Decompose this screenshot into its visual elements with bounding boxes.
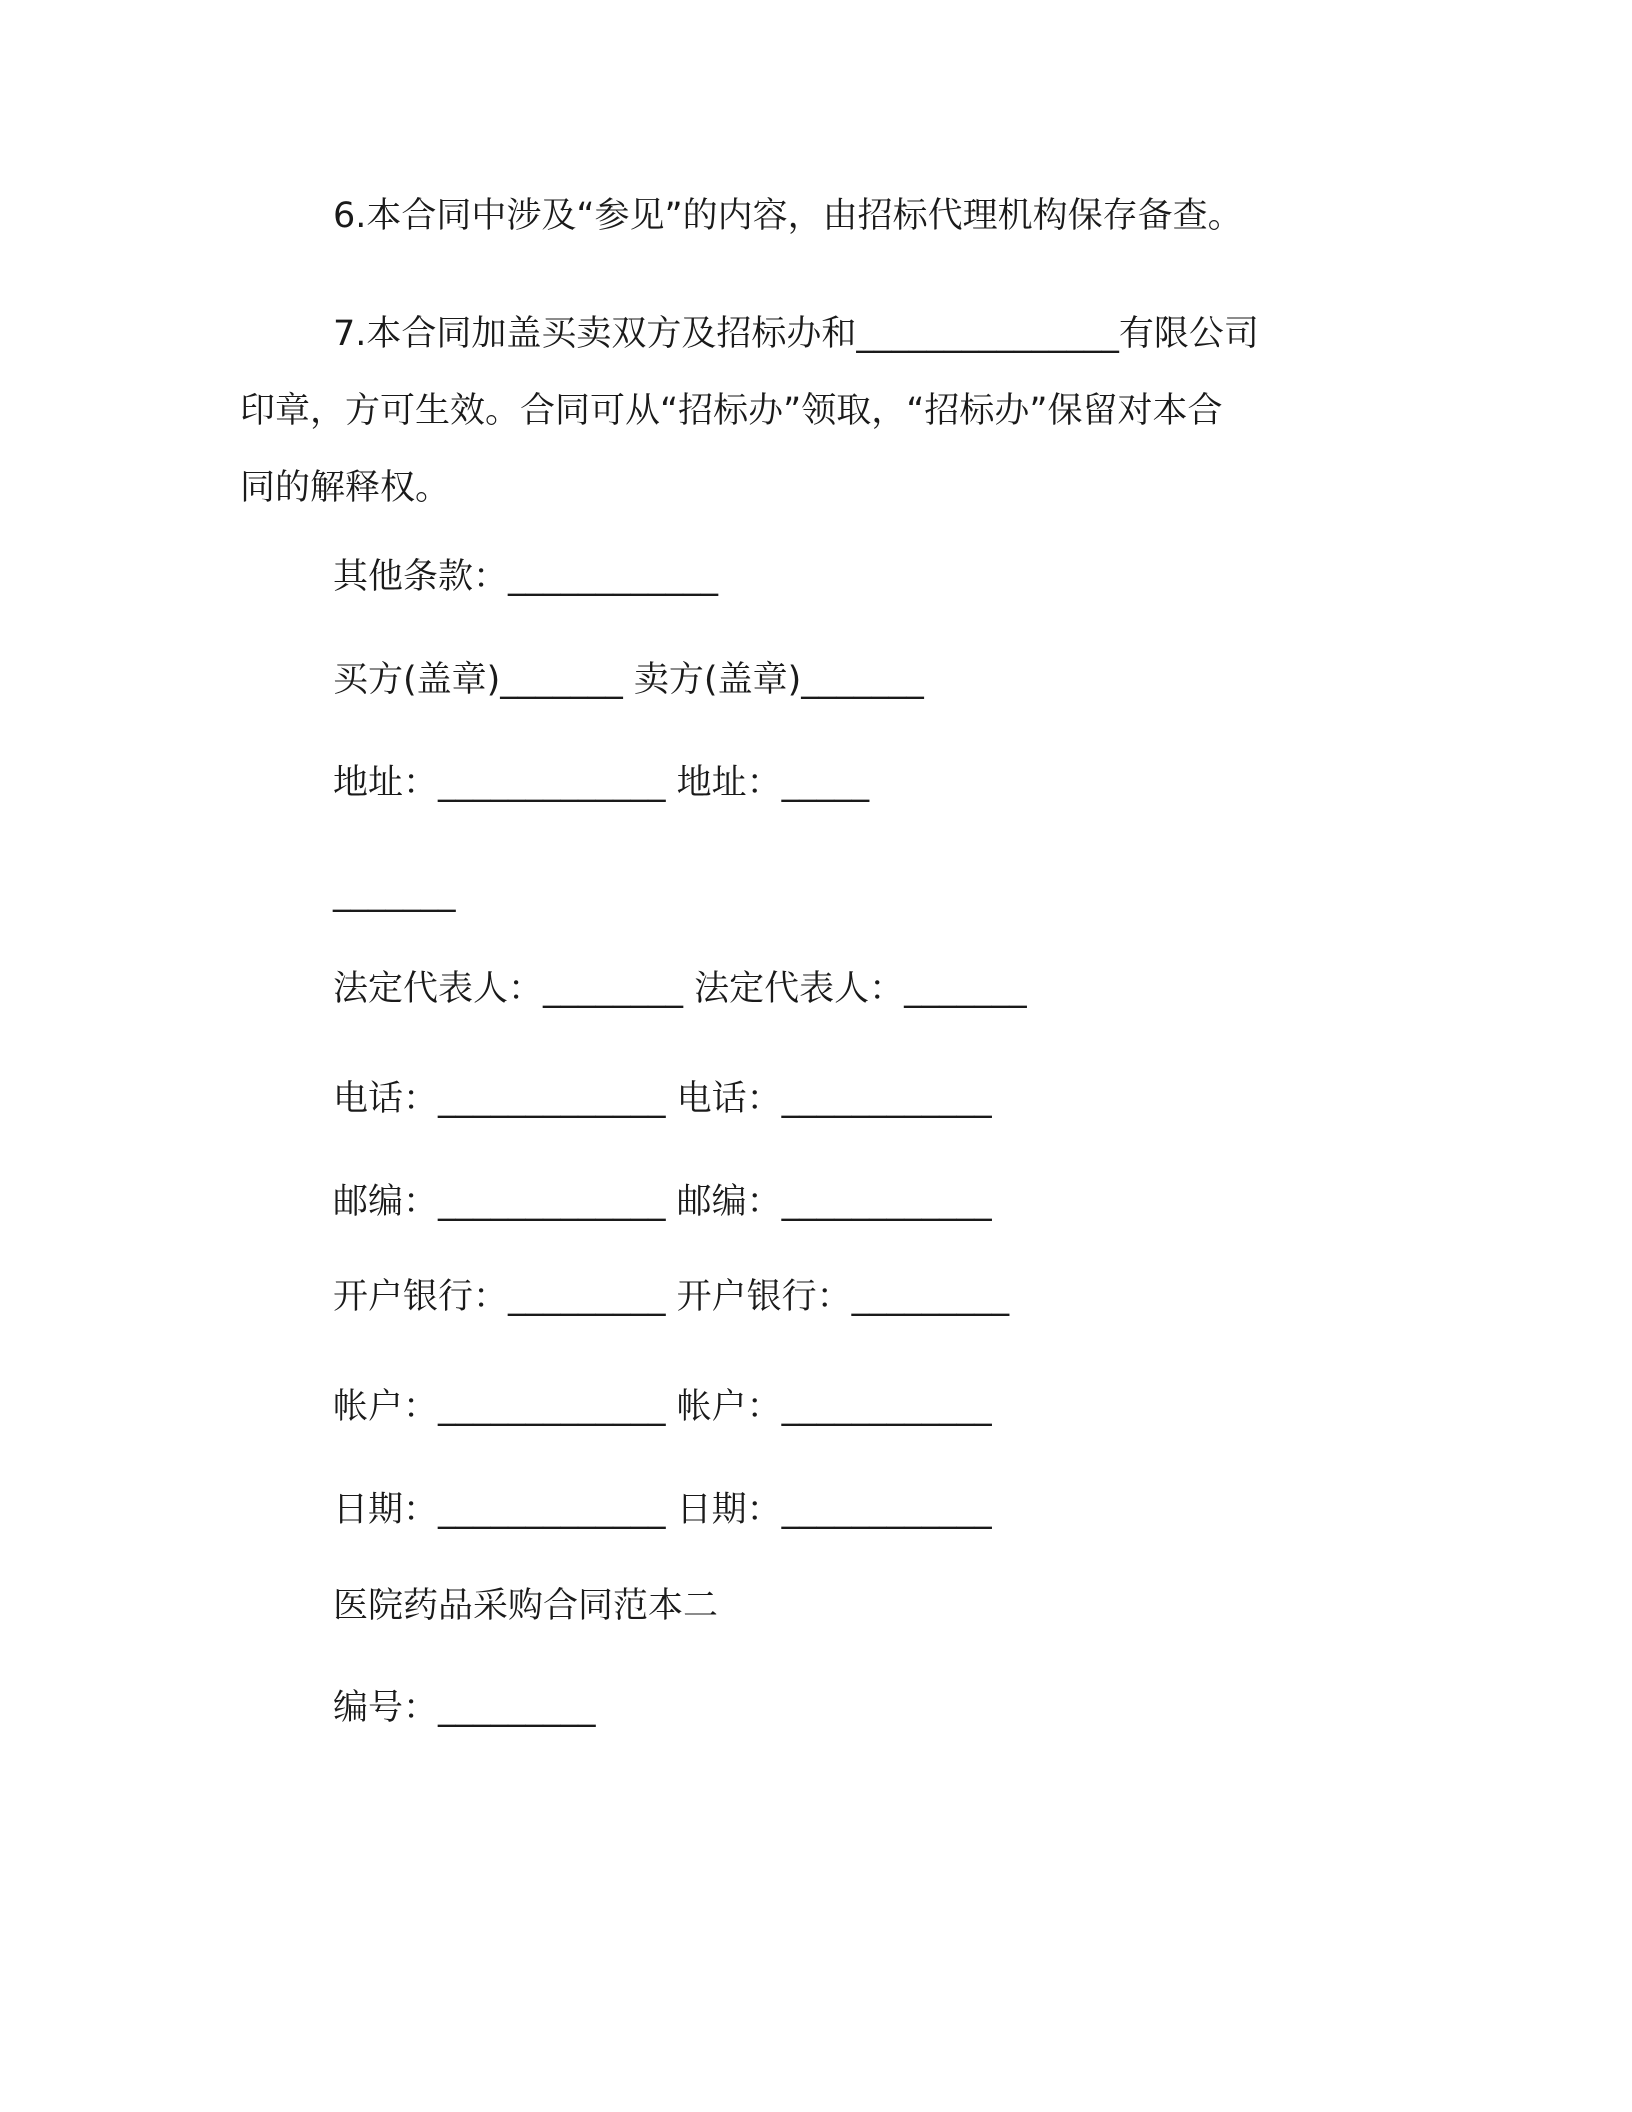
parties-seal-line: 买方(盖章)_______ 卖方(盖章)_______ (333, 660, 924, 700)
clause-7-line-2: 印章，方可生效。合同可从“招标办”领取，“招标办”保留对本合 (240, 391, 1223, 431)
date-line: 日期：_____________ 日期：____________ (333, 1490, 992, 1530)
address-line: 地址：_____________ 地址：_____ (333, 763, 870, 803)
address-continuation-line: _______ (333, 873, 456, 913)
clause-7-line-1: 7.本合同加盖买卖双方及招标办和_______________有限公司 (333, 314, 1259, 354)
contract-number-line: 编号：_________ (333, 1688, 596, 1728)
clause-7 (240, 296, 1370, 527)
template-title: 医院药品采购合同范本二 (333, 1586, 719, 1626)
legal-representative-line: 法定代表人：________ 法定代表人：_______ (333, 969, 1027, 1009)
other-terms-line: 其他条款：____________ (333, 557, 719, 597)
bank-line: 开户银行：_________ 开户银行：_________ (333, 1277, 1010, 1317)
clause-6: 6.本合同中涉及“参见”的内容，由招标代理机构保存备查。 (333, 196, 1243, 236)
account-line: 帐户：_____________ 帐户：____________ (333, 1387, 992, 1427)
postcode-line: 邮编：_____________ 邮编：____________ (333, 1182, 992, 1222)
clause-7-line-3: 同的解释权。 (240, 468, 451, 508)
phone-line: 电话：_____________ 电话：____________ (333, 1079, 992, 1119)
